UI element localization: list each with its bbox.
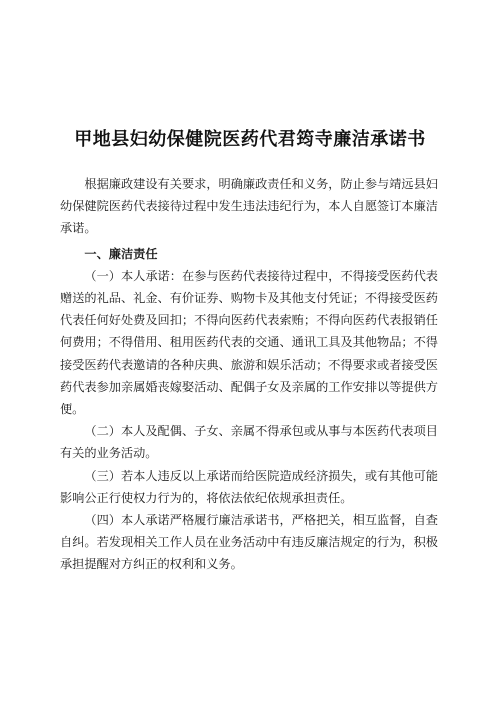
document-title: 甲地县妇幼保健院医药代君筠寺廉洁承诺书 bbox=[74, 129, 426, 150]
commitment-item-4: （四）本人承诺严格履行廉洁承诺书，严格把关，相互监督，自查自纠。若发现相关工作人员在业务活动中有违反廉洁规定的行为，积极承担提醒对方纠正的权利和义务。 bbox=[60, 513, 438, 572]
document-body bbox=[60, 173, 438, 576]
commitment-item-2: （二）本人及配偶、子女、亲属不得承包或从事与本医药代表项目有关的业务活动。 bbox=[60, 424, 438, 461]
commitment-item-1: （一）本人承诺：在参与医药代表接待过程中，不得接受医药代表赠送的礼品、礼金、有价证券、购物卡及其他支付凭证；不得接受医药代表任何好处费及回扣；不得向医药代表索贿；不得向医药代表报销任何费用；不得借用、租用医药代表的交通、通讯工具及其他物品；不得接受医药代表邀请的各种庆典、旅游和娱乐活动；不得要求或者接受医药代表参加亲属婚丧嫁娶活动、配偶子女及亲属的工作安排以等提供方便。 bbox=[60, 268, 438, 417]
intro-paragraph: 根据廉政建设有关要求，明确廉政责任和义务，防止参与靖远县妇幼保健院医药代表接待过程中发生违法违纪行为，本人自愿签订本廉洁承诺。 bbox=[60, 177, 438, 236]
commitment-item-3: （三）若本人违反以上承诺而给医院造成经济损失，或有其他可能影响公正行使权力行为的，将依法依纪依规承担责任。 bbox=[60, 468, 438, 505]
section-heading-integrity-responsibility: 一、廉洁责任 bbox=[84, 246, 158, 261]
